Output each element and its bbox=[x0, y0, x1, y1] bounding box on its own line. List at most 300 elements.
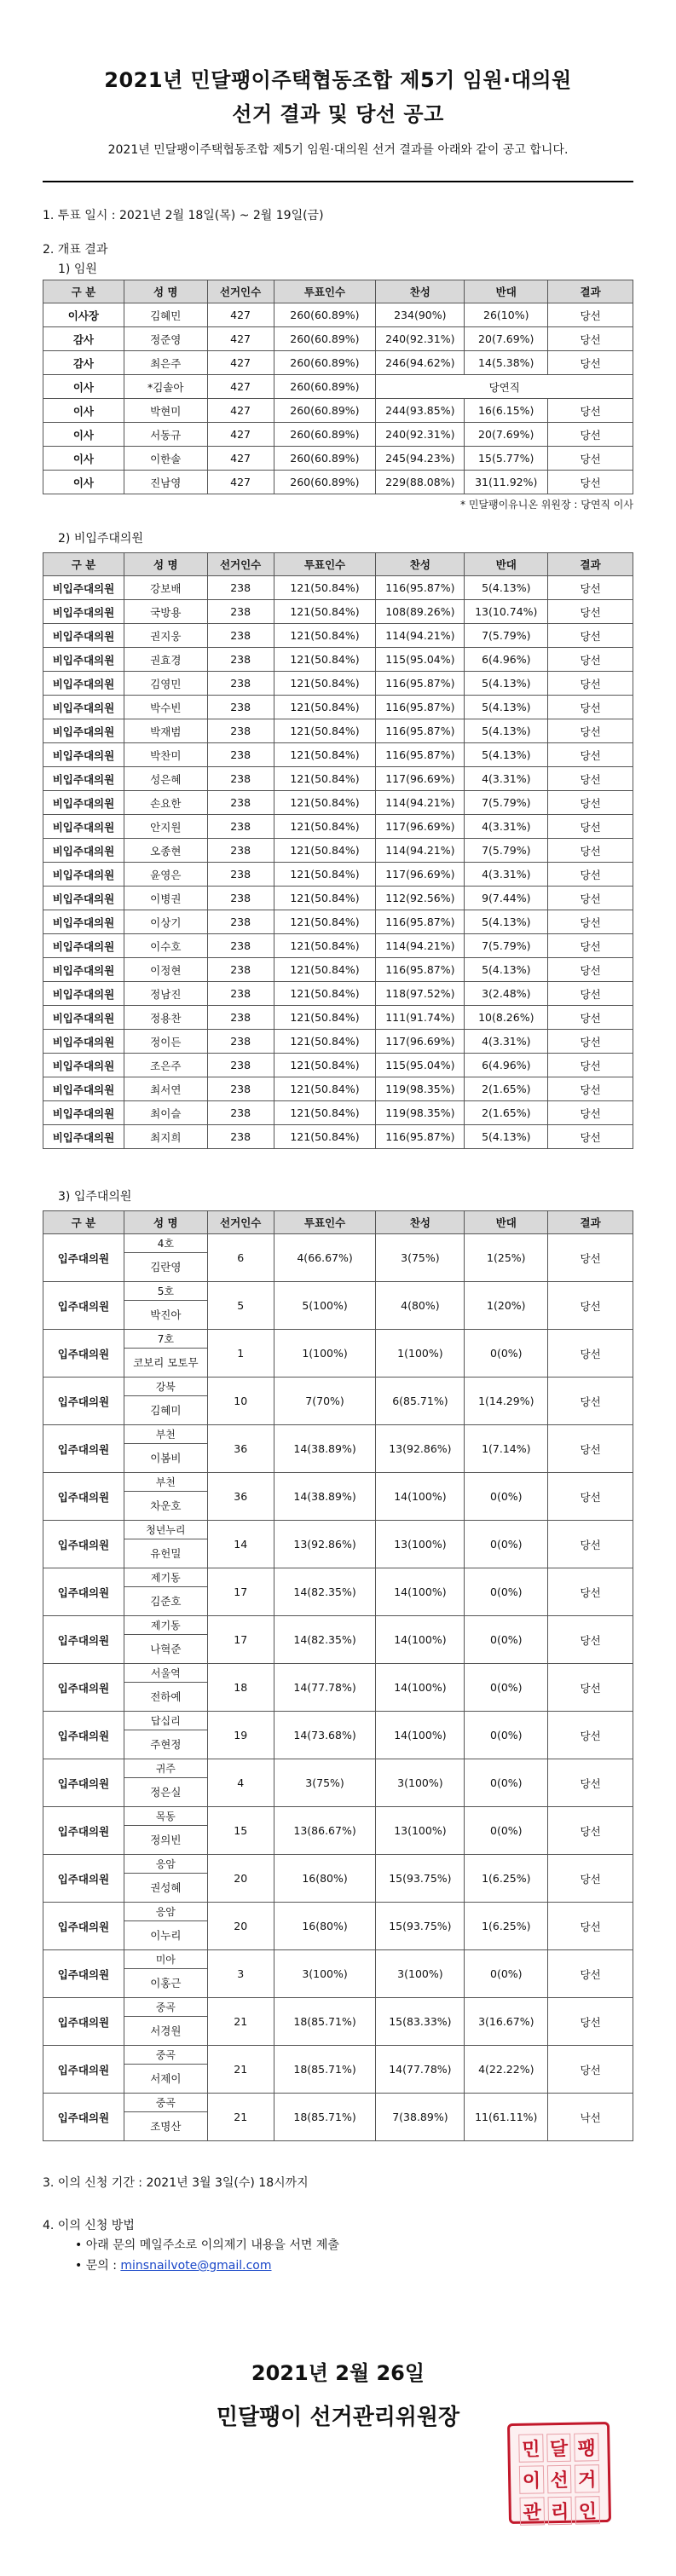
announcement-date: 2021년 2월 26일 bbox=[251, 2361, 425, 2385]
house-label: 중곡 bbox=[124, 2094, 207, 2112]
result-cell: 당선 bbox=[548, 1234, 633, 1282]
table-row bbox=[43, 1664, 633, 1712]
table-row bbox=[43, 1616, 633, 1664]
table-row bbox=[43, 375, 633, 399]
no-cell: 0(0%) bbox=[465, 1950, 548, 1998]
seal-glyph: 팽 bbox=[575, 2433, 599, 2461]
name-cell: 권지웅 bbox=[124, 624, 207, 648]
yes-cell: 229(88.08%) bbox=[376, 471, 465, 494]
name-cell bbox=[124, 1521, 207, 1568]
divider bbox=[43, 181, 633, 182]
no-cell: 3(16.67%) bbox=[465, 1998, 548, 2046]
column-header: 투표인수 bbox=[274, 280, 376, 303]
yes-cell: 116(95.87%) bbox=[376, 1125, 465, 1149]
no-cell: 0(0%) bbox=[465, 1616, 548, 1664]
inquiry-label: 문의 : bbox=[85, 2259, 121, 2273]
table-row bbox=[43, 910, 633, 934]
name-cell: 서동규 bbox=[124, 423, 207, 447]
votes-cell: 1(100%) bbox=[274, 1330, 376, 1378]
no-cell: 7(5.79%) bbox=[465, 934, 548, 958]
electors-cell: 238 bbox=[207, 815, 274, 839]
result-cell: 당선 bbox=[548, 423, 633, 447]
category-cell: 비입주대의원 bbox=[43, 1077, 124, 1101]
result-cell: 당선 bbox=[548, 303, 633, 327]
category-cell: 입주대의원 bbox=[43, 1568, 124, 1616]
name-cell bbox=[124, 1330, 207, 1378]
votes-cell: 260(60.89%) bbox=[274, 423, 376, 447]
category-cell: 이사 bbox=[43, 471, 124, 494]
category-cell: 입주대의원 bbox=[43, 1521, 124, 1568]
electors-cell: 427 bbox=[207, 327, 274, 351]
yes-cell: 14(100%) bbox=[376, 1473, 465, 1521]
electors-cell: 20 bbox=[207, 1855, 274, 1903]
house-label: 7호 bbox=[124, 1330, 207, 1349]
category-cell: 비입주대의원 bbox=[43, 600, 124, 624]
delegates-heading: 2) 비입주대의원 bbox=[58, 532, 143, 546]
table-row bbox=[43, 1282, 633, 1330]
yes-cell: 246(94.62%) bbox=[376, 351, 465, 375]
yes-cell: 117(96.69%) bbox=[376, 863, 465, 887]
result-cell: 당선 bbox=[548, 327, 633, 351]
house-label: 응암 bbox=[124, 1903, 207, 1921]
votes-cell: 18(85.71%) bbox=[274, 2046, 376, 2094]
table-row bbox=[43, 399, 633, 423]
category-cell: 비입주대의원 bbox=[43, 767, 124, 791]
category-cell: 비입주대의원 bbox=[43, 648, 124, 672]
inquiry-email-link[interactable]: minsnailvote@gmail.com bbox=[120, 2259, 272, 2273]
no-cell: 11(61.11%) bbox=[465, 2094, 548, 2141]
table-row bbox=[43, 1855, 633, 1903]
no-cell: 7(5.79%) bbox=[465, 791, 548, 815]
name-cell: 박찬미 bbox=[124, 743, 207, 767]
house-label: 4호 bbox=[124, 1234, 207, 1253]
name-cell: 성은혜 bbox=[124, 767, 207, 791]
objection-period: 3. 이의 신청 기간 : 2021년 3월 3일(수) 18시까지 bbox=[43, 2176, 309, 2190]
column-header: 구 분 bbox=[43, 1211, 124, 1234]
electors-cell: 238 bbox=[207, 1077, 274, 1101]
result-cell: 당선 bbox=[548, 600, 633, 624]
table-row bbox=[43, 471, 633, 494]
votes-cell: 18(85.71%) bbox=[274, 2094, 376, 2141]
category-cell: 감사 bbox=[43, 351, 124, 375]
table-row bbox=[43, 719, 633, 743]
votes-cell: 121(50.84%) bbox=[274, 672, 376, 696]
no-cell: 5(4.13%) bbox=[465, 576, 548, 600]
electors-cell: 17 bbox=[207, 1616, 274, 1664]
no-cell: 6(4.96%) bbox=[465, 648, 548, 672]
resident-name: 김란영 bbox=[150, 1261, 182, 1274]
notice-title bbox=[43, 63, 633, 131]
votes-cell: 14(77.78%) bbox=[274, 1664, 376, 1712]
name-cell bbox=[124, 1378, 207, 1425]
no-cell: 0(0%) bbox=[465, 1330, 548, 1378]
table-row bbox=[43, 423, 633, 447]
category-cell: 비입주대의원 bbox=[43, 719, 124, 743]
house-label: 청년누리 bbox=[124, 1521, 207, 1539]
result-cell: 당선 bbox=[548, 1807, 633, 1855]
seal-glyph: 민 bbox=[518, 2434, 543, 2462]
category-cell: 이사 bbox=[43, 375, 124, 399]
result-cell: 당선 bbox=[548, 1664, 633, 1712]
electors-cell: 238 bbox=[207, 696, 274, 719]
column-header: 찬성 bbox=[376, 280, 465, 303]
votes-cell: 260(60.89%) bbox=[274, 351, 376, 375]
electors-cell: 20 bbox=[207, 1903, 274, 1950]
house-label: 제기동 bbox=[124, 1568, 207, 1587]
no-cell: 7(5.79%) bbox=[465, 839, 548, 863]
name-cell bbox=[124, 1425, 207, 1473]
category-cell: 비입주대의원 bbox=[43, 1054, 124, 1077]
yes-cell: 6(85.71%) bbox=[376, 1378, 465, 1425]
resident-name: 이누리 bbox=[150, 1929, 182, 1942]
house-label: 부천 bbox=[124, 1473, 207, 1492]
result-cell: 당선 bbox=[548, 696, 633, 719]
category-cell: 입주대의원 bbox=[43, 1378, 124, 1425]
column-header: 투표인수 bbox=[274, 1211, 376, 1234]
table-row bbox=[43, 1234, 633, 1282]
votes-cell: 121(50.84%) bbox=[274, 839, 376, 863]
electors-cell: 3 bbox=[207, 1950, 274, 1998]
name-cell: 최이슬 bbox=[124, 1101, 207, 1125]
result-cell: 당선 bbox=[548, 471, 633, 494]
table-row bbox=[43, 672, 633, 696]
no-cell: 5(4.13%) bbox=[465, 910, 548, 934]
name-cell: 오종현 bbox=[124, 839, 207, 863]
table-row bbox=[43, 1101, 633, 1125]
category-cell: 입주대의원 bbox=[43, 1998, 124, 2046]
name-cell: 정용찬 bbox=[124, 1006, 207, 1030]
votes-cell: 121(50.84%) bbox=[274, 934, 376, 958]
table-row bbox=[43, 447, 633, 471]
yes-cell: 3(100%) bbox=[376, 1759, 465, 1807]
votes-cell: 5(100%) bbox=[274, 1282, 376, 1330]
electors-cell: 238 bbox=[207, 1054, 274, 1077]
electors-cell: 238 bbox=[207, 910, 274, 934]
category-cell: 입주대의원 bbox=[43, 1234, 124, 1282]
result-cell: 당선 bbox=[548, 1759, 633, 1807]
result-cell: 당선 bbox=[548, 982, 633, 1006]
yes-cell: 13(92.86%) bbox=[376, 1425, 465, 1473]
result-cell: 당선 bbox=[548, 1950, 633, 1998]
table-row bbox=[43, 958, 633, 982]
result-cell: 당선 bbox=[548, 767, 633, 791]
column-header: 성 명 bbox=[124, 553, 207, 576]
result-cell: 당선 bbox=[548, 1521, 633, 1568]
yes-cell: 119(98.35%) bbox=[376, 1101, 465, 1125]
votes-cell: 121(50.84%) bbox=[274, 600, 376, 624]
column-header: 선거인수 bbox=[207, 280, 274, 303]
category-cell: 비입주대의원 bbox=[43, 624, 124, 648]
result-cell: 당선 bbox=[548, 672, 633, 696]
resident-name: 김혜미 bbox=[150, 1404, 182, 1417]
no-cell: 1(20%) bbox=[465, 1282, 548, 1330]
electors-cell: 10 bbox=[207, 1378, 274, 1425]
no-cell: 31(11.92%) bbox=[465, 471, 548, 494]
category-cell: 감사 bbox=[43, 327, 124, 351]
house-label: 서울역 bbox=[124, 1664, 207, 1683]
no-cell: 5(4.13%) bbox=[465, 1125, 548, 1149]
no-cell: 1(25%) bbox=[465, 1234, 548, 1282]
result-cell: 당선 bbox=[548, 791, 633, 815]
name-cell bbox=[124, 1903, 207, 1950]
votes-cell: 14(82.35%) bbox=[274, 1616, 376, 1664]
category-cell: 이사장 bbox=[43, 303, 124, 327]
electors-cell: 18 bbox=[207, 1664, 274, 1712]
category-cell: 입주대의원 bbox=[43, 1473, 124, 1521]
no-cell: 5(4.13%) bbox=[465, 696, 548, 719]
no-cell: 0(0%) bbox=[465, 1807, 548, 1855]
electors-cell: 238 bbox=[207, 982, 274, 1006]
yes-cell: 116(95.87%) bbox=[376, 743, 465, 767]
no-cell: 1(6.25%) bbox=[465, 1903, 548, 1950]
electors-cell: 238 bbox=[207, 863, 274, 887]
column-header: 찬성 bbox=[376, 1211, 465, 1234]
table-row bbox=[43, 863, 633, 887]
electors-cell: 238 bbox=[207, 958, 274, 982]
electors-cell: 36 bbox=[207, 1425, 274, 1473]
resident-name: 이봄비 bbox=[150, 1452, 182, 1464]
column-header: 성 명 bbox=[124, 280, 207, 303]
yes-cell: 14(100%) bbox=[376, 1712, 465, 1759]
category-cell: 입주대의원 bbox=[43, 1425, 124, 1473]
votes-cell: 7(70%) bbox=[274, 1378, 376, 1425]
yes-cell: 240(92.31%) bbox=[376, 327, 465, 351]
votes-cell: 13(92.86%) bbox=[274, 1521, 376, 1568]
votes-cell: 121(50.84%) bbox=[274, 624, 376, 648]
name-cell bbox=[124, 1855, 207, 1903]
table-row bbox=[43, 624, 633, 648]
electors-cell: 427 bbox=[207, 471, 274, 494]
result-cell: 당선 bbox=[548, 958, 633, 982]
no-cell: 0(0%) bbox=[465, 1473, 548, 1521]
inquiry-item bbox=[75, 2255, 633, 2276]
votes-cell: 121(50.84%) bbox=[274, 910, 376, 934]
table-row bbox=[43, 982, 633, 1006]
votes-cell: 16(80%) bbox=[274, 1903, 376, 1950]
electors-cell: 238 bbox=[207, 719, 274, 743]
table-row bbox=[43, 1568, 633, 1616]
yes-cell: 4(80%) bbox=[376, 1282, 465, 1330]
electors-cell: 19 bbox=[207, 1712, 274, 1759]
table-row bbox=[43, 600, 633, 624]
no-cell: 2(1.65%) bbox=[465, 1101, 548, 1125]
yes-cell: 15(83.33%) bbox=[376, 1998, 465, 2046]
category-cell: 입주대의원 bbox=[43, 1330, 124, 1378]
method-item: • 아래 문의 메일주소로 이의제기 내용을 서면 제출 bbox=[75, 2235, 633, 2255]
yes-cell: 116(95.87%) bbox=[376, 672, 465, 696]
name-cell: 최서연 bbox=[124, 1077, 207, 1101]
no-cell: 0(0%) bbox=[465, 1712, 548, 1759]
name-cell: 박현미 bbox=[124, 399, 207, 423]
category-cell: 이사 bbox=[43, 447, 124, 471]
category-cell: 입주대의원 bbox=[43, 1616, 124, 1664]
column-header: 선거인수 bbox=[207, 1211, 274, 1234]
table-row bbox=[43, 767, 633, 791]
objection-method-list bbox=[75, 2235, 633, 2276]
resident-name: 권성혜 bbox=[150, 1881, 182, 1894]
no-cell: 0(0%) bbox=[465, 1568, 548, 1616]
no-cell: 10(8.26%) bbox=[465, 1006, 548, 1030]
table-row bbox=[43, 839, 633, 863]
votes-cell: 121(50.84%) bbox=[274, 982, 376, 1006]
result-cell: 당선 bbox=[548, 1568, 633, 1616]
no-cell: 2(1.65%) bbox=[465, 1077, 548, 1101]
votes-cell: 121(50.84%) bbox=[274, 815, 376, 839]
votes-cell: 3(100%) bbox=[274, 1950, 376, 1998]
electors-cell: 238 bbox=[207, 1006, 274, 1030]
table-row bbox=[43, 1950, 633, 1998]
result-cell: 당선 bbox=[548, 1125, 633, 1149]
result-cell: 낙선 bbox=[548, 2094, 633, 2141]
name-cell: 손요한 bbox=[124, 791, 207, 815]
yes-cell: 14(100%) bbox=[376, 1616, 465, 1664]
category-cell: 입주대의원 bbox=[43, 2046, 124, 2094]
yes-cell: 15(93.75%) bbox=[376, 1903, 465, 1950]
name-cell bbox=[124, 1807, 207, 1855]
yes-cell: 116(95.87%) bbox=[376, 958, 465, 982]
column-header: 투표인수 bbox=[274, 553, 376, 576]
result-cell: 당선 bbox=[548, 1903, 633, 1950]
table-row bbox=[43, 1054, 633, 1077]
table-row bbox=[43, 887, 633, 910]
category-cell: 입주대의원 bbox=[43, 1950, 124, 1998]
no-cell: 13(10.74%) bbox=[465, 600, 548, 624]
table-header-row bbox=[43, 553, 633, 576]
name-cell: 윤영은 bbox=[124, 863, 207, 887]
electors-cell: 36 bbox=[207, 1473, 274, 1521]
name-cell: 정남진 bbox=[124, 982, 207, 1006]
electors-cell: 238 bbox=[207, 1101, 274, 1125]
result-cell: 당선 bbox=[548, 648, 633, 672]
house-label: 목동 bbox=[124, 1807, 207, 1826]
electors-cell: 4 bbox=[207, 1759, 274, 1807]
electors-cell: 427 bbox=[207, 399, 274, 423]
no-cell: 4(3.31%) bbox=[465, 863, 548, 887]
yes-cell: 116(95.87%) bbox=[376, 696, 465, 719]
name-cell: 최지희 bbox=[124, 1125, 207, 1149]
table-row bbox=[43, 1903, 633, 1950]
category-cell: 이사 bbox=[43, 399, 124, 423]
category-cell: 입주대의원 bbox=[43, 2094, 124, 2141]
electors-cell: 6 bbox=[207, 1234, 274, 1282]
yes-cell: 14(77.78%) bbox=[376, 2046, 465, 2094]
result-cell: 당선 bbox=[548, 1616, 633, 1664]
resident-name: 조명산 bbox=[150, 2120, 182, 2133]
result-cell: 당선 bbox=[548, 1030, 633, 1054]
electors-cell: 1 bbox=[207, 1330, 274, 1378]
name-cell: 이병권 bbox=[124, 887, 207, 910]
electors-cell: 5 bbox=[207, 1282, 274, 1330]
column-header: 반대 bbox=[465, 1211, 548, 1234]
no-cell: 16(6.15%) bbox=[465, 399, 548, 423]
electors-cell: 238 bbox=[207, 743, 274, 767]
result-cell: 당선 bbox=[548, 1378, 633, 1425]
name-cell: 이정현 bbox=[124, 958, 207, 982]
result-cell: 당선 bbox=[548, 887, 633, 910]
result-cell: 당선 bbox=[548, 1282, 633, 1330]
no-cell: 0(0%) bbox=[465, 1664, 548, 1712]
electors-cell: 238 bbox=[207, 576, 274, 600]
votes-cell: 14(73.68%) bbox=[274, 1712, 376, 1759]
house-label: 강북 bbox=[124, 1378, 207, 1396]
name-cell bbox=[124, 1998, 207, 2046]
result-cell: 당선 bbox=[548, 743, 633, 767]
table-row bbox=[43, 327, 633, 351]
issuer-title: 민달팽이 선거관리위원장 bbox=[216, 2405, 460, 2430]
officers-heading: 1) 임원 bbox=[58, 263, 97, 276]
yes-cell: 234(90%) bbox=[376, 303, 465, 327]
votes-cell: 121(50.84%) bbox=[274, 743, 376, 767]
votes-cell: 121(50.84%) bbox=[274, 696, 376, 719]
result-cell: 당선 bbox=[548, 576, 633, 600]
category-cell: 비입주대의원 bbox=[43, 839, 124, 863]
votes-cell: 14(38.89%) bbox=[274, 1425, 376, 1473]
votes-cell: 121(50.84%) bbox=[274, 1030, 376, 1054]
yes-cell: 3(100%) bbox=[376, 1950, 465, 1998]
votes-cell: 260(60.89%) bbox=[274, 447, 376, 471]
category-cell: 비입주대의원 bbox=[43, 1125, 124, 1149]
no-cell: 1(7.14%) bbox=[465, 1425, 548, 1473]
votes-cell: 121(50.84%) bbox=[274, 1101, 376, 1125]
table-row bbox=[43, 1330, 633, 1378]
name-cell bbox=[124, 1712, 207, 1759]
column-header: 찬성 bbox=[376, 553, 465, 576]
seal-glyph: 거 bbox=[575, 2464, 599, 2492]
result-cell: 당선 bbox=[548, 447, 633, 471]
category-cell: 입주대의원 bbox=[43, 1712, 124, 1759]
no-cell: 0(0%) bbox=[465, 1759, 548, 1807]
result-cell: 당선 bbox=[548, 910, 633, 934]
seal-glyph: 관 bbox=[519, 2497, 544, 2525]
electors-cell: 238 bbox=[207, 767, 274, 791]
no-cell: 5(4.13%) bbox=[465, 958, 548, 982]
no-cell: 1(6.25%) bbox=[465, 1855, 548, 1903]
resident-name: 김준호 bbox=[150, 1595, 182, 1608]
electors-cell: 238 bbox=[207, 1125, 274, 1149]
electors-cell: 427 bbox=[207, 423, 274, 447]
result-cell: 당선 bbox=[548, 1712, 633, 1759]
yes-cell: 244(93.85%) bbox=[376, 399, 465, 423]
table-row bbox=[43, 1521, 633, 1568]
yes-cell: 116(95.87%) bbox=[376, 576, 465, 600]
votes-cell: 121(50.84%) bbox=[274, 648, 376, 672]
table-row bbox=[43, 576, 633, 600]
no-cell: 4(3.31%) bbox=[465, 767, 548, 791]
yes-cell: 117(96.69%) bbox=[376, 1030, 465, 1054]
name-cell bbox=[124, 1664, 207, 1712]
house-label: 귀주 bbox=[124, 1759, 207, 1778]
category-cell: 비입주대의원 bbox=[43, 696, 124, 719]
no-cell: 15(5.77%) bbox=[465, 447, 548, 471]
result-cell: 당선 bbox=[548, 1425, 633, 1473]
no-cell: 4(3.31%) bbox=[465, 815, 548, 839]
merged-result-cell: 당연직 bbox=[376, 375, 633, 399]
table-row bbox=[43, 1378, 633, 1425]
category-cell: 비입주대의원 bbox=[43, 1006, 124, 1030]
result-cell: 당선 bbox=[548, 839, 633, 863]
table-row bbox=[43, 1030, 633, 1054]
name-cell: 이상기 bbox=[124, 910, 207, 934]
votes-cell: 260(60.89%) bbox=[274, 375, 376, 399]
votes-cell: 121(50.84%) bbox=[274, 1077, 376, 1101]
votes-cell: 16(80%) bbox=[274, 1855, 376, 1903]
category-cell: 비입주대의원 bbox=[43, 672, 124, 696]
result-cell: 당선 bbox=[548, 863, 633, 887]
no-cell: 20(7.69%) bbox=[465, 423, 548, 447]
yes-cell: 13(100%) bbox=[376, 1521, 465, 1568]
electors-cell: 15 bbox=[207, 1807, 274, 1855]
column-header: 결과 bbox=[548, 280, 633, 303]
